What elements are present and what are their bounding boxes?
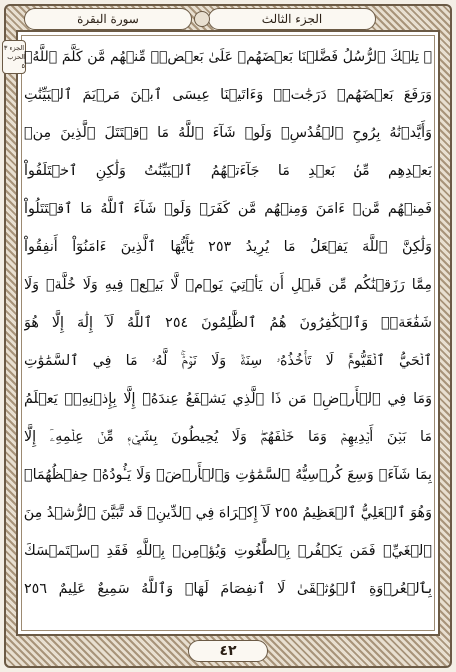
- text-line: ۞ تِلۡكَ ٱلرُّسُلُ فَضَّلۡنَا بَعۡضَهُمۡ عَلَىٰ بَعۡضٖۘ مِّنۡهُم مَّن كَلَّمَ ٱللَّهُۖ: [24, 49, 432, 65]
- text-line: وَلَٰكِنَّ ٱللَّهَ يَفۡعَلُ مَا يُرِيدُ ٢٥٣ يَٰٓأَيُّهَا ٱلَّذِينَ ءَامَنُوٓاْ أَنفِقُواْ: [24, 239, 432, 255]
- header-medallion-icon: [194, 11, 210, 27]
- text-line: وَمَا فِي ٱلۡأَرۡضِۗ مَن ذَا ٱلَّذِي يَشۡفَعُ عِندَهُۥٓ إِلَّا بِإِذۡنِهِۦۚ يَعۡلَمُ: [24, 391, 432, 407]
- text-line: بِٱلۡعُرۡوَةِ ٱلۡوُثۡقَىٰ لَا ٱنفِصَامَ لَهَاۗ وَٱللَّهُ سَمِيعٌ عَلِيمٌ ٢٥٦: [24, 581, 432, 597]
- text-line: ٱلۡحَيُّ ٱلۡقَيُّومُۚ لَا تَأۡخُذُهُۥ سِنَةٞ وَلَا نَوۡمٞۚ لَّهُۥ مَا فِي ٱلسَّمَٰوَٰتِ: [24, 353, 432, 369]
- hizb-margin-note: [2, 40, 26, 74]
- text-line: مِمَّا رَزَقۡنَٰكُم مِّن قَبۡلِ أَن يَأۡتِيَ يَوۡمٞ لَّا بَيۡعٞ فِيهِ وَلَا خُلَّةٞ وَلَا: [24, 277, 432, 293]
- text-line: وَهُوَ ٱلۡعَلِيُّ ٱلۡعَظِيمُ ٢٥٥ لَآ إِكۡرَاهَ فِي ٱلدِّينِۖ قَد تَّبَيَّنَ ٱلرُّشۡدُ مِنَ: [24, 505, 432, 521]
- page-number: ٤٢: [219, 643, 237, 659]
- surah-title: سورة البقرة: [77, 12, 139, 26]
- surah-header: [24, 8, 192, 30]
- text-line: وَرَفَعَ بَعۡضَهُمۡ دَرَجَٰتٖۚ وَءَاتَيۡنَا عِيسَى ٱبۡنَ مَرۡيَمَ ٱلۡبَيِّنَٰتِ: [24, 87, 432, 103]
- hizb-note-juz: الجزء ٣: [3, 43, 25, 52]
- text-line: وَأَيَّدۡنَٰهُ بِرُوحِ ٱلۡقُدُسِۗ وَلَوۡ شَآءَ ٱللَّهُ مَا ٱقۡتَتَلَ ٱلَّذِينَ مِنۢ: [24, 125, 432, 141]
- text-line: فَمِنۡهُم مَّنۡ ءَامَنَ وَمِنۡهُم مَّن كَفَرَۚ وَلَوۡ شَآءَ ٱللَّهُ مَا ٱقۡتَتَلُواْ: [24, 201, 432, 217]
- page-number-cartouche: [188, 640, 268, 662]
- text-line: مَا بَيۡنَ أَيۡدِيهِمۡ وَمَا خَلۡفَهُمۡۖ وَلَا يُحِيطُونَ بِشَيۡءٖ مِّنۡ عِلۡمِهِۦٓ إِلَّا: [24, 429, 432, 445]
- juz-title: الجزء الثالث: [261, 12, 323, 26]
- juz-header: [208, 8, 376, 30]
- text-line: بَعۡدِهِم مِّنۢ بَعۡدِ مَا جَآءَتۡهُمُ ٱلۡبَيِّنَٰتُ وَلَٰكِنِ ٱخۡتَلَفُواْ: [24, 163, 432, 179]
- hizb-note-hizb: الحزب ٥: [7, 52, 25, 70]
- text-line: ٱلۡغَيِّۚ فَمَن يَكۡفُرۡ بِٱلطَّٰغُوتِ وَيُؤۡمِنۢ بِٱللَّهِ فَقَدِ ٱسۡتَمۡسَكَ: [24, 543, 432, 559]
- text-line: شَفَٰعَةٞۗ وَٱلۡكَٰفِرُونَ هُمُ ٱلظَّٰلِمُونَ ٢٥٤ ٱللَّهُ لَآ إِلَٰهَ إِلَّا هُوَ: [24, 315, 432, 331]
- text-line: بِمَا شَآءَۚ وَسِعَ كُرۡسِيُّهُ ٱلسَّمَٰوَٰتِ وَٱلۡأَرۡضَۖ وَلَا يَـُٔودُهُۥ حِفۡظُهُمَاۚ: [24, 467, 432, 483]
- verse-text-area: [24, 38, 432, 628]
